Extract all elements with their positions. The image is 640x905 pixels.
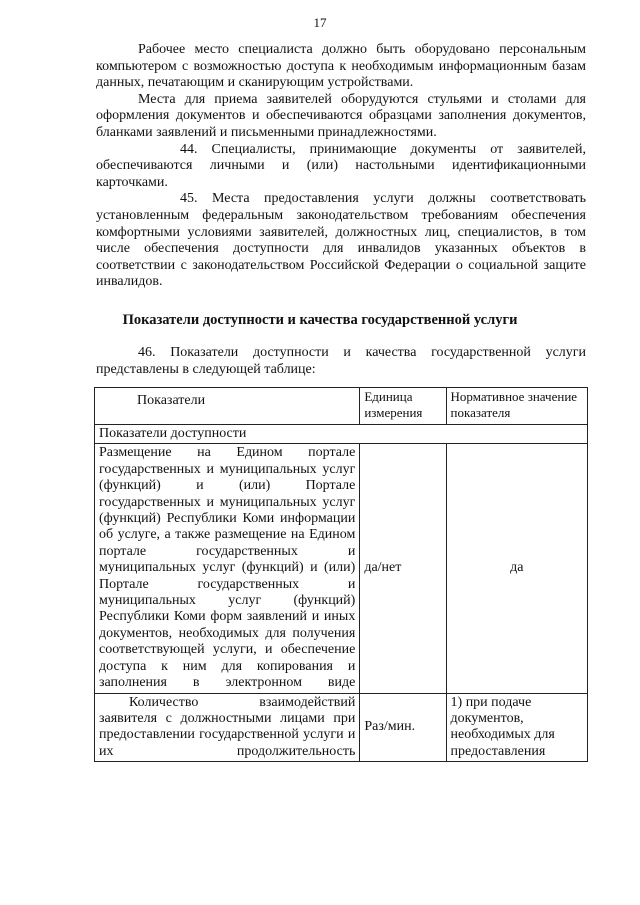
header-unit: Единица измерения	[360, 388, 446, 425]
section-heading: Показатели доступности и качества государственной услуги	[122, 312, 518, 328]
paragraph-number: 46.	[138, 345, 156, 360]
header-norm: Нормативное значение показателя	[446, 388, 587, 425]
table-subheader-row	[95, 425, 588, 444]
row-norm: 1) при подаче документов, необходимых для предоставления	[446, 693, 587, 762]
paragraph-44-text: Специалисты, принимающие документы от заявителей, обеспечиваются личными и (или) настольными идентификационными карточками.	[96, 141, 586, 190]
body-text	[96, 42, 586, 291]
row-indicator: Размещение на Едином портале государственных и муниципальных услуг (функций) и (или) Портале государственных и муниципальных услуг (функций) Республики Коми информации об услуге, а также размещение на Едином портале государственных и муниципальных услуг (функций) и (или) Портале государственных и муниципальных услуг (функций) Республики Коми форм заявлений и иных документов, необходимых для получения соответствующей услуги, и обеспечение доступа к ним для копирования и заполнения в электронном виде	[95, 444, 360, 693]
table-row	[95, 693, 588, 762]
paragraph-46	[96, 345, 586, 378]
header-indicator: Показатели	[95, 388, 360, 425]
paragraph-workplace: Рабочее место специалиста должно быть оборудовано персональным компьютером с возможностью доступа к необходимым информационным базам данных, печатающим и сканирующим устройствами.	[96, 42, 586, 91]
row-unit: да/нет	[360, 444, 446, 693]
page-number: 17	[313, 15, 327, 30]
row-indicator: Количество взаимодействий заявителя с должностными лицами при предоставлении государственной услуги и их продолжительность	[95, 693, 360, 762]
indicators-table	[94, 387, 588, 762]
subheader-availability: Показатели доступности	[95, 425, 588, 444]
row-unit: Раз/мин.	[360, 693, 446, 762]
paragraph-45	[96, 191, 586, 291]
table-row	[95, 444, 588, 693]
paragraph-number: 44.	[180, 141, 198, 157]
paragraph-44	[96, 142, 586, 192]
paragraph-45-text: Места предоставления услуги должны соответствовать установленным федеральным законодательством требованиям обеспечения комфортными условиями заявителей, должностных лиц, специалистов, в том числе обеспечения доступности для инвалидов указанных объектов в соответствии с законодательством Российской Федерации о социальной защите инвалидов.	[96, 191, 587, 290]
row-norm: да	[446, 444, 587, 693]
paragraph-number: 45.	[180, 191, 198, 207]
paragraph-46-text: Показатели доступности и качества государственной услуги представлены в следующей таблице:	[96, 345, 587, 377]
paragraph-reception-places: Места для приема заявителей оборудуются стульями и столами для оформления документов и обеспечиваются образцами заполнения документов, бланками заявлений и письменными принадлежностями.	[96, 91, 586, 140]
table-header-row	[95, 388, 588, 425]
